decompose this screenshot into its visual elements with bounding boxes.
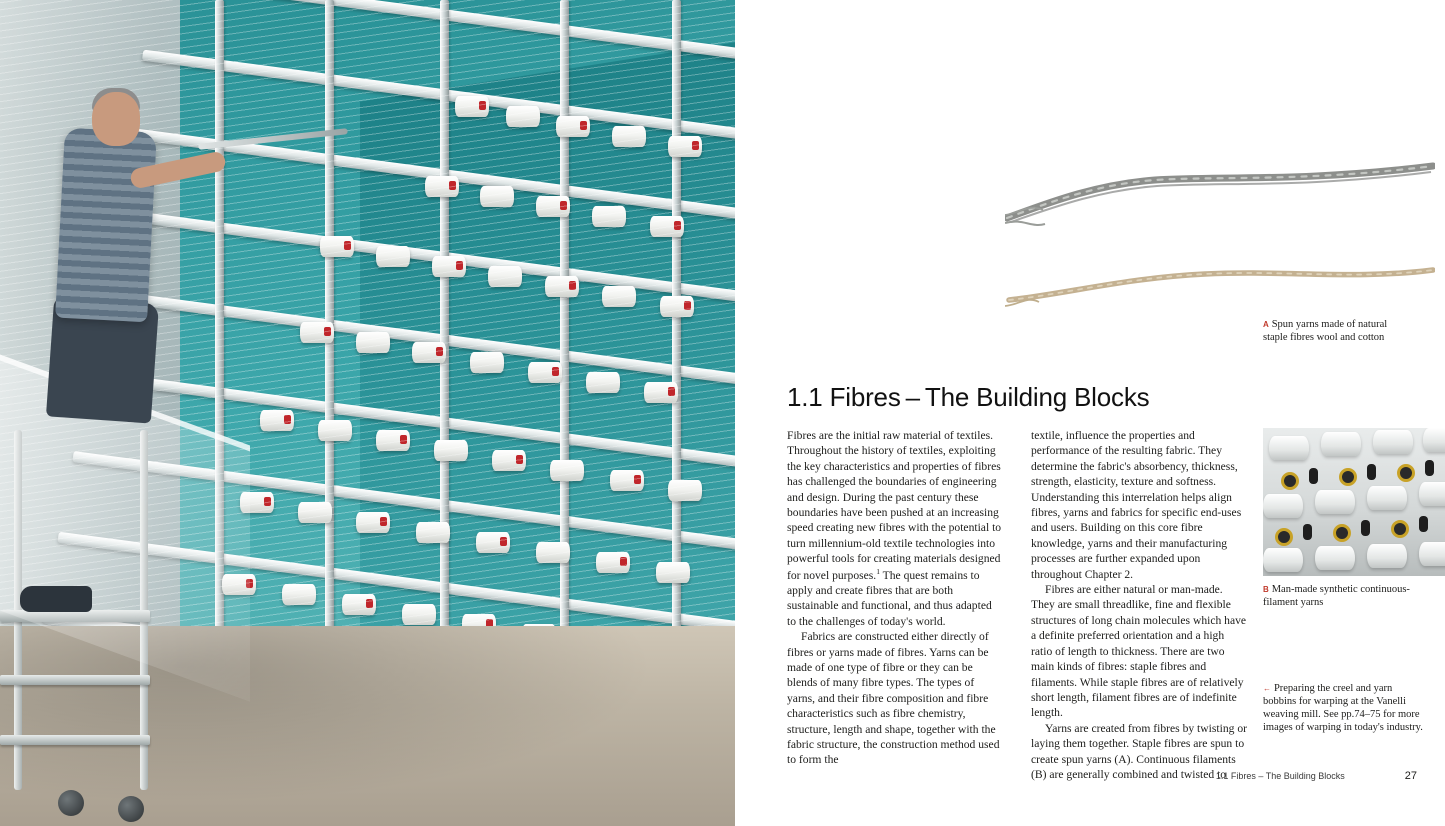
caption-text-b: Man-made synthetic continuous-filament yarns — [1263, 584, 1410, 609]
yarn-bobbin — [412, 342, 446, 363]
yarn-bobbin — [425, 176, 459, 197]
paragraph: Yarns are created from fibres by twisting or laying them together. Staple fibres are spun to create spun yarns (A). Continuous filaments (B) are generally combined and twisted to — [1031, 721, 1247, 781]
yarn-bobbin — [318, 420, 352, 441]
black-peg — [1309, 468, 1318, 484]
floor-shadow — [0, 626, 735, 826]
yarn-bobbin — [528, 362, 562, 383]
caption-c — [1263, 682, 1428, 735]
yarn-bobbin — [376, 246, 410, 267]
body-column-2 — [1031, 428, 1247, 782]
filament-package — [1321, 432, 1361, 456]
ladder-caster — [58, 790, 84, 816]
yarn-bobbin — [298, 502, 332, 523]
filament-package — [1419, 482, 1445, 506]
filament-package — [1367, 544, 1407, 568]
filament-package — [1263, 494, 1303, 518]
brass-ring — [1397, 464, 1415, 482]
caption-marker-a: A — [1263, 320, 1270, 329]
yarn-bobbin — [650, 216, 684, 237]
caption-a — [1263, 318, 1413, 344]
yarn-bobbin — [596, 552, 630, 573]
yarn-bobbin — [592, 206, 626, 227]
caption-text-a: Spun yarns made of natural staple fibres wool and cotton — [1263, 319, 1388, 344]
yarn-bobbin — [488, 266, 522, 287]
black-peg — [1425, 460, 1434, 476]
filament-package — [1423, 428, 1445, 452]
yarn-bobbin — [402, 604, 436, 625]
brass-ring — [1275, 528, 1293, 546]
yarn-bobbin — [282, 584, 316, 605]
footnote-marker: 1 — [876, 566, 880, 576]
yarn-bobbin — [416, 522, 450, 543]
yarn-bobbin — [492, 450, 526, 471]
yarn-bobbin — [356, 512, 390, 533]
yarn-bobbin — [470, 352, 504, 373]
ladder-caster — [118, 796, 144, 822]
yarn-bobbin — [300, 322, 334, 343]
filament-package — [1419, 542, 1445, 566]
right-page — [735, 0, 1445, 826]
yarn-bobbin — [356, 332, 390, 353]
yarn-bobbin — [668, 136, 702, 157]
filament-package — [1367, 486, 1407, 510]
tan-cotton-yarn — [1005, 260, 1435, 320]
section-title-text: Fibres – The Building Blocks — [829, 382, 1150, 412]
yarn-bobbin — [536, 542, 570, 563]
black-peg — [1419, 516, 1428, 532]
filament-package — [1315, 546, 1355, 570]
paragraph: textile, influence the properties and performance of the resulting fabric. They determine the fabric's absorbency, thickness, strength, elasticity, texture and softness. Understanding this interrelation helps align fibres, yarns and fabrics for specific end-uses and users. Building on this core fibre knowledge, yarns and their manufacturing processes are further expanded upon throughout Chapter 2. — [1031, 429, 1242, 581]
brass-ring — [1281, 472, 1299, 490]
creel-post — [325, 0, 334, 720]
filament-package — [1373, 430, 1413, 454]
running-head: 1.1 Fibres – The Building Blocks — [1215, 771, 1345, 781]
yarn-bobbin — [536, 196, 570, 217]
black-peg — [1361, 520, 1370, 536]
caption-text-c: Preparing the creel and yarn bobbins for warping at the Vanelli weaving mill. See pp.74–75 for more images of warping in today's industry. — [1263, 683, 1423, 734]
brass-ring — [1339, 468, 1357, 486]
filament-yarn-bobbins-photo — [1263, 428, 1445, 576]
paragraph-text: Fibres are the initial raw material of textiles. Throughout the history of textiles, exploiting the key characteristics and properties of fibres has challenged the boundaries of engineering and design. During the past century these boundaries have been pushed at an increasing speed creating new fibres with the potential to turn millennium-old textile technologies into powerful tools for creating materials designed for novel purposes. — [787, 429, 1002, 582]
yarn-bobbin — [660, 296, 694, 317]
worker-torso — [55, 128, 157, 323]
paragraph-text: The quest remains to apply and create fibres that are both sustainable and functional, and thus adapted to the challenges of today's world. — [787, 568, 992, 628]
body-column-1 — [787, 428, 1003, 782]
yarn-bobbin — [432, 256, 466, 277]
yarn-bobbin — [545, 276, 579, 297]
yarn-bobbin — [342, 594, 376, 615]
page-footer — [787, 770, 1417, 782]
yarn-bobbin — [602, 286, 636, 307]
paragraph — [787, 428, 1003, 629]
yarn-bobbin — [506, 106, 540, 127]
yarn-bobbin — [612, 126, 646, 147]
grey-wool-yarn — [1005, 160, 1435, 230]
caption-b — [1263, 583, 1423, 609]
paragraph: Fabrics are constructed either directly of fibres or yarns made of fibres. Yarns can be made of one type of fibre or they can be blends of many fibre types. The types of yarns, and their fibre composition and fibre characteristics such as fibre chemistry, structure, length and shape, together with the fabric structure, the construction method used to form the — [787, 630, 1000, 767]
filament-package — [1269, 436, 1309, 460]
body-columns — [787, 428, 1247, 782]
filament-package — [1315, 490, 1355, 514]
yarn-bobbin — [320, 236, 354, 257]
yarn-bobbin — [476, 532, 510, 553]
yarn-bobbin — [455, 96, 489, 117]
yarn-bobbin — [668, 480, 702, 501]
yarn-bobbin — [480, 186, 514, 207]
caption-marker-arrow: ← — [1263, 684, 1272, 693]
section-number: 1.1 — [787, 382, 823, 412]
paragraph: Fibres are either natural or man-made. They are small threadlike, fine and flexible structures of long chain molecules which have a definite preferred orientation and a high ratio of length to thickness. There are two main kinds of fibres: staple fibres and filaments. While staple fibres are of relatively short length, filament fibres are of indefinite length. — [1031, 583, 1247, 720]
yarn-bobbin — [556, 116, 590, 137]
ladder-step — [0, 735, 150, 745]
yarn-bobbin — [656, 562, 690, 583]
yarn-bobbin — [376, 430, 410, 451]
page-number: 27 — [1404, 770, 1417, 782]
yarn-bobbin — [434, 440, 468, 461]
brass-ring — [1333, 524, 1351, 542]
black-peg — [1367, 464, 1376, 480]
yarn-bobbin — [550, 460, 584, 481]
yarn-bobbin — [644, 382, 678, 403]
ladder-step — [0, 675, 150, 685]
black-peg — [1303, 524, 1312, 540]
worker-shoe — [20, 586, 92, 612]
yarn-bobbin — [586, 372, 620, 393]
yarn-bobbin — [610, 470, 644, 491]
filament-package — [1263, 548, 1303, 572]
yarn-bobbin — [260, 410, 294, 431]
page-title — [787, 382, 1149, 413]
brass-ring — [1391, 520, 1409, 538]
caption-marker-b: B — [1263, 585, 1270, 594]
worker-head — [92, 92, 140, 146]
